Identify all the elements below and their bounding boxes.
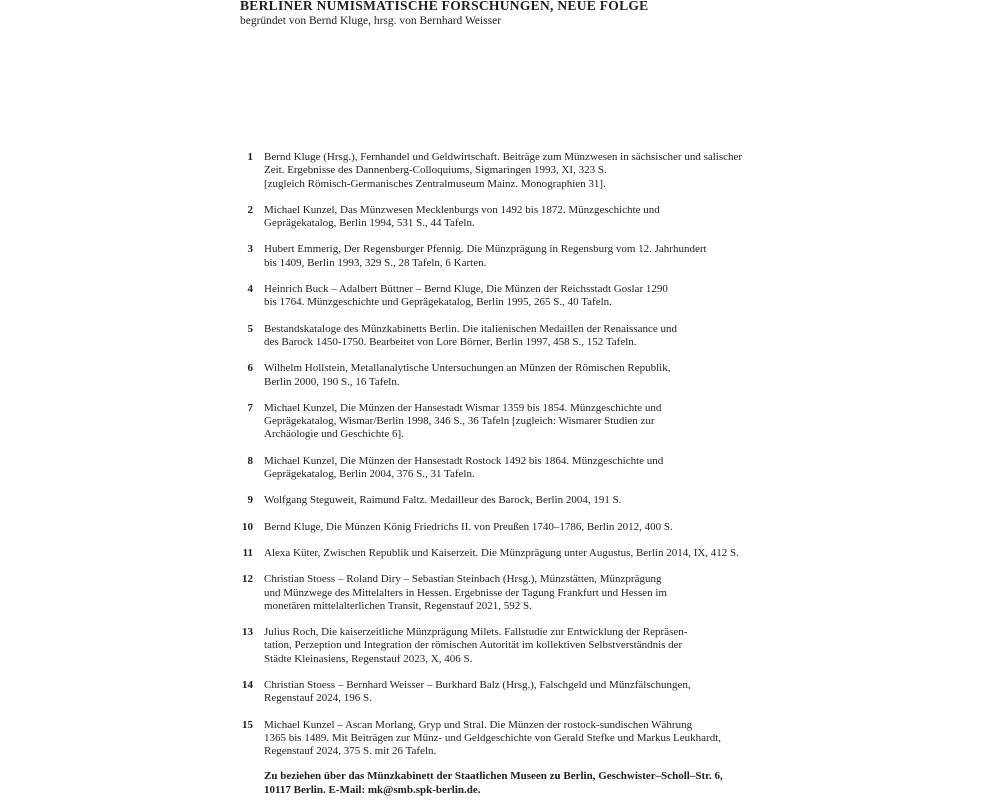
- entry-number: 2: [247, 203, 253, 216]
- list-item: [240, 719, 742, 759]
- entry-line: Alexa Küter, Zwischen Republik und Kaiserzeit. Die Münzprägung unter Augustus, Berlin 2014, IX, 412 S.: [264, 546, 739, 559]
- entry-text: [264, 204, 660, 231]
- entry-line: Zeit. Ergebnisse des Dannenberg-Colloquiums, Sigmaringen 1993, XI, 323 S.: [264, 164, 607, 177]
- entry-number: 9: [247, 494, 253, 507]
- entry-number: 14: [242, 679, 253, 692]
- list-item: [240, 204, 742, 231]
- document-header: [240, 0, 648, 28]
- document-footer: [264, 770, 723, 797]
- entry-number: 4: [247, 283, 253, 296]
- entry-line: Bernd Kluge (Hrsg.), Fernhandel und Geldwirtschaft. Beiträge zum Münzwesen in sächsischer und salischer: [264, 151, 743, 163]
- list-item: [240, 402, 742, 442]
- entry-line: Archäologie und Geschichte 6].: [264, 428, 404, 441]
- entry-line: Michael Kunzel – Ascan Morlang, Gryp und Stral. Die Münzen der rostock-sundischen Währung: [264, 718, 693, 731]
- list-item: [240, 573, 742, 613]
- list-item: [240, 362, 742, 389]
- list-item: [240, 455, 742, 482]
- entry-number: 10: [242, 520, 253, 533]
- entry-line: monetären mittelalterlichen Transit, Regenstauf 2021, 592 S.: [264, 599, 532, 612]
- list-item: [240, 547, 742, 560]
- entry-line: Michael Kunzel, Die Münzen der Hansestadt Wismar 1359 bis 1854. Münzgeschichte und: [264, 401, 662, 414]
- entry-text: [264, 243, 707, 270]
- entry-line: Julius Roch, Die kaiserzeitliche Münzprägung Milets. Fallstudie zur Entwicklung der Repräsen-: [264, 626, 688, 639]
- list-item: [240, 679, 742, 706]
- entry-text: [264, 455, 663, 482]
- entry-line: Hubert Emmerig, Der Regensburger Pfennig. Die Münzprägung in Regensburg vom 12. Jahrhundert: [264, 243, 707, 256]
- entry-text: [264, 521, 673, 534]
- entry-line: Geprägekatalog, Berlin 2004, 376 S., 31 Tafeln.: [264, 468, 475, 481]
- entry-line: Regenstauf 2024, 375 S. mit 26 Tafeln.: [264, 745, 437, 758]
- series-title: BERLINER NUMISMATISCHE FORSCHUNGEN, NEUE FOLGE: [240, 0, 649, 13]
- entry-number: 15: [242, 718, 253, 731]
- list-item: [240, 283, 742, 310]
- entry-text: [264, 679, 691, 706]
- entry-text: [264, 402, 661, 442]
- entry-text: [264, 626, 687, 666]
- entry-line: Geprägekatalog, Berlin 1994, 531 S., 44 Tafeln.: [264, 217, 475, 230]
- entry-text: [264, 494, 621, 507]
- entry-line: Bestandskataloge des Münzkabinetts Berlin. Die italienischen Medaillen der Renaissance und: [264, 322, 677, 335]
- entry-line: Berlin 2000, 190 S., 16 Tafeln.: [264, 375, 400, 388]
- entry-line: Geprägekatalog, Wismar/Berlin 1998, 346 S., 36 Tafeln [zugleich: Wismarer Studien zur: [264, 415, 655, 428]
- entry-text: [264, 547, 739, 560]
- entry-number: 11: [242, 546, 253, 559]
- entry-line: Wilhelm Hollstein, Metallanalytische Untersuchungen an Münzen der Römischen Republik,: [264, 362, 671, 375]
- entry-number: 1: [247, 151, 253, 163]
- entry-text: [264, 573, 667, 613]
- entry-line: Michael Kunzel, Das Münzwesen Mecklenburgs von 1492 bis 1872. Münzgeschichte und: [264, 203, 660, 216]
- series-subtitle: begründet von Bernd Kluge, hrsg. von Bernhard Weisser: [240, 15, 502, 27]
- entry-text: [264, 283, 668, 310]
- entry-text: [264, 323, 677, 350]
- list-item: [240, 494, 742, 507]
- entry-number: 13: [242, 626, 253, 639]
- entry-line: Bernd Kluge, Die Münzen König Friedrichs II. von Preußen 1740–1786, Berlin 2012, 400 S.: [264, 520, 673, 533]
- list-item: [240, 243, 742, 270]
- entry-line: Christian Stoess – Bernhard Weisser – Burkhard Balz (Hrsg.), Falschgeld und Münzfälschungen,: [264, 679, 691, 692]
- entry-number: 6: [247, 362, 253, 375]
- entry-line: Heinrich Buck – Adalbert Büttner – Bernd Kluge, Die Münzen der Reichsstadt Goslar 1290: [264, 283, 668, 296]
- entry-line: bis 1764. Münzgeschichte und Geprägekatalog, Berlin 1995, 265 S., 40 Tafeln.: [264, 296, 612, 309]
- entry-number: 7: [247, 401, 253, 414]
- entry-line: [zugleich Römisch-Germanisches Zentralmuseum Mainz. Monographien 31].: [264, 177, 606, 190]
- list-item: [240, 323, 742, 350]
- entry-line: Michael Kunzel, Die Münzen der Hansestadt Rostock 1492 bis 1864. Münzgeschichte und: [264, 454, 664, 467]
- entry-line: und Münzwege des Mittelalters in Hessen. Ergebnisse der Tagung Frankfurt und Hessen im: [264, 586, 667, 599]
- entry-line: Wolfgang Steguweit, Raimund Faltz. Medailleur des Barock, Berlin 2004, 191 S.: [264, 494, 622, 507]
- list-item: [240, 521, 742, 534]
- entry-line: bis 1409, Berlin 1993, 329 S., 28 Tafeln, 6 Karten.: [264, 256, 487, 269]
- entry-line: des Barock 1450-1750. Bearbeitet von Lore Börner, Berlin 1997, 458 S., 152 Tafeln.: [264, 335, 637, 348]
- entry-line: tation, Perzeption und Integration der römischen Autorität im kollektiven Selbstverständnis der: [264, 639, 683, 652]
- list-item: [240, 626, 742, 666]
- footer-email-line: 10117 Berlin. E-Mail: mk@smb.spk-berlin.de.: [264, 783, 481, 796]
- entry-number: 12: [242, 573, 253, 586]
- entry-line: Städte Kleinasiens, Regenstauf 2023, X, 406 S.: [264, 652, 473, 665]
- entry-text: [264, 719, 721, 759]
- entry-line: Christian Stoess – Roland Diry – Sebastian Steinbach (Hrsg.), Münzstätten, Münzprägung: [264, 573, 662, 586]
- entry-text: [264, 151, 742, 191]
- entry-number: 8: [247, 454, 253, 467]
- entry-number: 5: [247, 322, 253, 335]
- list-item: [240, 151, 742, 191]
- entry-line: 1365 bis 1489. Mit Beiträgen zur Münz- und Geldgeschichte von Gerald Stefke und Markus Leukhardt,: [264, 731, 722, 744]
- entry-number: 3: [247, 243, 253, 256]
- publication-list: [240, 151, 742, 772]
- entry-text: [264, 362, 670, 389]
- footer-address-line: Zu beziehen über das Münzkabinett der Staatlichen Museen zu Berlin, Geschwister–Scholl–Str. 6,: [264, 770, 723, 782]
- entry-line: Regenstauf 2024, 196 S.: [264, 692, 372, 705]
